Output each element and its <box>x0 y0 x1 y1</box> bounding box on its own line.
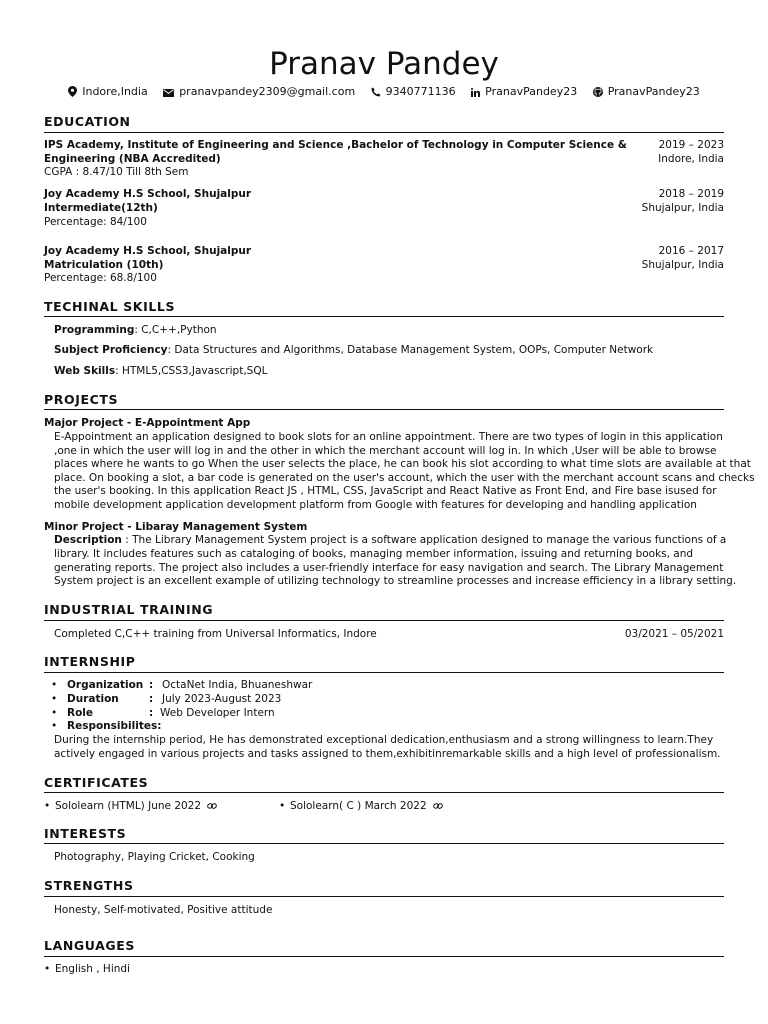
bullet: • <box>279 800 286 812</box>
link-icon[interactable] <box>433 802 443 810</box>
internship-text-line: actively engaged in various projects and tasks assigned to them,exhibitinremarkable skills and a high level of professionalism. <box>54 748 721 760</box>
contact-phone[interactable] <box>371 85 456 99</box>
minor-project-line: System project is an excellent example of utilizing technology to streamline processes and increase efficiency in a library setting. <box>54 575 737 587</box>
section-title-internship: INTERNSHIP <box>44 654 136 669</box>
education-3-score: Percentage: 68.8/100 <box>44 272 157 284</box>
section-title-languages: LANGUAGES <box>44 938 136 953</box>
contact-email[interactable] <box>163 85 355 99</box>
bullet: • <box>51 720 58 732</box>
internship-label: Responsibilites: <box>67 720 162 732</box>
major-project-line: the user's booking. In this application React JS , HTML, CSS, JavaScript and React Native as Front End, and Fire base isused for <box>54 485 717 497</box>
education-3-degree: Matriculation (10th) <box>44 259 164 271</box>
contact-github[interactable] <box>593 85 700 99</box>
certificate-item[interactable] <box>44 800 217 814</box>
internship-sep: : <box>149 693 154 705</box>
section-title-projects: PROJECTS <box>44 392 119 407</box>
education-1-degree: Engineering (NBA Accredited) <box>44 153 221 165</box>
minor-project-line: generating reports. The project also includes a user-friendly interface for easy navigation and search. The Library Management <box>54 562 724 574</box>
bullet: • <box>51 693 58 705</box>
education-3-place: Shujalpur, India <box>641 259 724 271</box>
major-project-line: ,one in which the user will log in and the other in which the merchant account will log in. In which ,User will be able to browse <box>54 445 717 457</box>
education-1-institution: IPS Academy, Institute of Engineering and Science ,Bachelor of Technology in Computer Science & <box>44 139 627 151</box>
major-project-line: place. On booking a slot, a bar code is generated on the user's account, which the user with the merchant account scans and checks <box>54 472 755 484</box>
section-divider <box>44 896 724 897</box>
section-divider <box>44 316 724 317</box>
major-project-line: E-Appointment an application designed to book slots for an online appointment. There are two types of login in this application <box>54 431 723 443</box>
skill-label: Web Skills <box>54 365 116 377</box>
skill-row-subjects <box>54 344 653 358</box>
training-text: Completed C,C++ training from Universal Informatics, Indore <box>54 628 377 640</box>
location-text: Indore,India <box>82 85 148 98</box>
skill-label: Programming <box>54 324 135 336</box>
skill-value: : C,C++,Python <box>134 324 217 336</box>
skill-row-web <box>54 365 267 379</box>
internship-value: July 2023-August 2023 <box>162 693 282 705</box>
email-icon <box>163 89 174 97</box>
education-1-score: CGPA : 8.47/10 Till 8th Sem <box>44 166 189 178</box>
internship-label: Role <box>67 707 94 719</box>
education-2-dates: 2018 – 2019 <box>658 188 724 200</box>
certificate-item[interactable] <box>279 800 443 814</box>
education-2-institution: Joy Academy H.S School, Shujalpur <box>44 188 252 200</box>
internship-row-duration <box>51 693 281 707</box>
education-3-institution: Joy Academy H.S School, Shujalpur <box>44 245 252 257</box>
phone-text[interactable]: 9340771136 <box>385 85 456 98</box>
skill-value: : HTML5,CSS3,Javascript,SQL <box>115 365 268 377</box>
training-dates: 03/2021 – 05/2021 <box>624 628 724 640</box>
bullet: • <box>51 679 58 691</box>
internship-row-organization <box>51 679 312 693</box>
location-pin-icon <box>68 86 77 97</box>
education-3-dates: 2016 – 2017 <box>658 245 724 257</box>
internship-sep: : <box>149 679 154 691</box>
section-divider <box>44 843 724 844</box>
minor-project-desc-label: Description <box>54 534 122 546</box>
language-item <box>44 963 130 977</box>
skill-row-programming <box>54 324 217 338</box>
candidate-name: Pranav Pandey <box>269 46 499 82</box>
education-1-place: Indore, India <box>658 153 724 165</box>
section-divider <box>44 672 724 673</box>
major-project-line: mobile development application development platform from Google with features for developing and handling application <box>54 499 697 511</box>
education-2-score: Percentage: 84/100 <box>44 216 147 228</box>
linkedin-icon <box>471 88 480 97</box>
skill-value: : Data Structures and Algorithms, Database Management System, OOPs, Computer Network <box>167 344 654 356</box>
section-title-education: EDUCATION <box>44 114 131 129</box>
internship-sep: : <box>149 707 154 719</box>
github-text[interactable]: PranavPandey23 <box>607 85 700 98</box>
section-title-interests: INTERESTS <box>44 826 127 841</box>
strengths-text: Honesty, Self-motivated, Positive attitude <box>54 904 273 916</box>
education-1-dates: 2019 – 2023 <box>658 139 724 151</box>
section-divider <box>44 956 724 957</box>
language-label: English , Hindi <box>55 963 130 975</box>
minor-project-heading: Minor Project - Libaray Management System <box>44 521 308 533</box>
bullet: • <box>51 707 58 719</box>
major-project-heading: Major Project - E-Appointment App <box>44 417 251 429</box>
section-title-training: INDUSTRIAL TRAINING <box>44 602 214 617</box>
minor-project-desc-text: : The Library Management System project is a software application designed to manage the various functions of a <box>125 534 727 546</box>
section-title-skills: TECHINAL SKILLS <box>44 299 176 314</box>
section-divider <box>44 620 724 621</box>
internship-value: OctaNet India, Bhuaneshwar <box>162 679 313 691</box>
linkedin-text[interactable]: PranavPandey23 <box>485 85 578 98</box>
internship-value: Web Developer Intern <box>160 707 275 719</box>
minor-project-line: library. It includes features such as cataloging of books, managing member information, issuing and returning books, and <box>54 548 694 560</box>
internship-label: Duration <box>67 693 119 705</box>
internship-text-line: During the internship period, He has demonstrated exceptional dedication,enthusiasm and a strong willingness to learn.They <box>54 734 714 746</box>
certificate-label[interactable]: Sololearn (HTML) June 2022 <box>55 800 202 812</box>
internship-row-role <box>51 707 275 721</box>
section-title-certificates: CERTIFICATES <box>44 775 149 790</box>
internship-row-responsibilities <box>51 720 161 734</box>
section-title-strengths: STRENGTHS <box>44 878 134 893</box>
internship-label: Organization <box>67 679 144 691</box>
phone-icon <box>371 87 381 97</box>
contact-location <box>68 85 147 99</box>
section-divider <box>44 792 724 793</box>
major-project-line: places where he wants to go When the user selects the place, he can book his slot according to what time slots are available at that <box>54 458 751 470</box>
interests-text: Photography, Playing Cricket, Cooking <box>54 851 255 863</box>
github-icon <box>593 87 603 97</box>
certificate-label[interactable]: Sololearn( C ) March 2022 <box>290 800 427 812</box>
section-divider <box>44 132 724 133</box>
contact-linkedin[interactable] <box>471 85 577 99</box>
education-2-place: Shujalpur, India <box>641 202 724 214</box>
contact-bar <box>0 85 768 99</box>
minor-project-line <box>54 534 726 548</box>
education-2-degree: Intermediate(12th) <box>44 202 158 214</box>
section-divider <box>44 409 724 410</box>
bullet: • <box>44 800 51 812</box>
link-icon[interactable] <box>207 802 217 810</box>
bullet: • <box>44 963 51 975</box>
email-text[interactable]: pranavpandey2309@gmail.com <box>179 85 356 98</box>
skill-label: Subject Proficiency <box>54 344 168 356</box>
